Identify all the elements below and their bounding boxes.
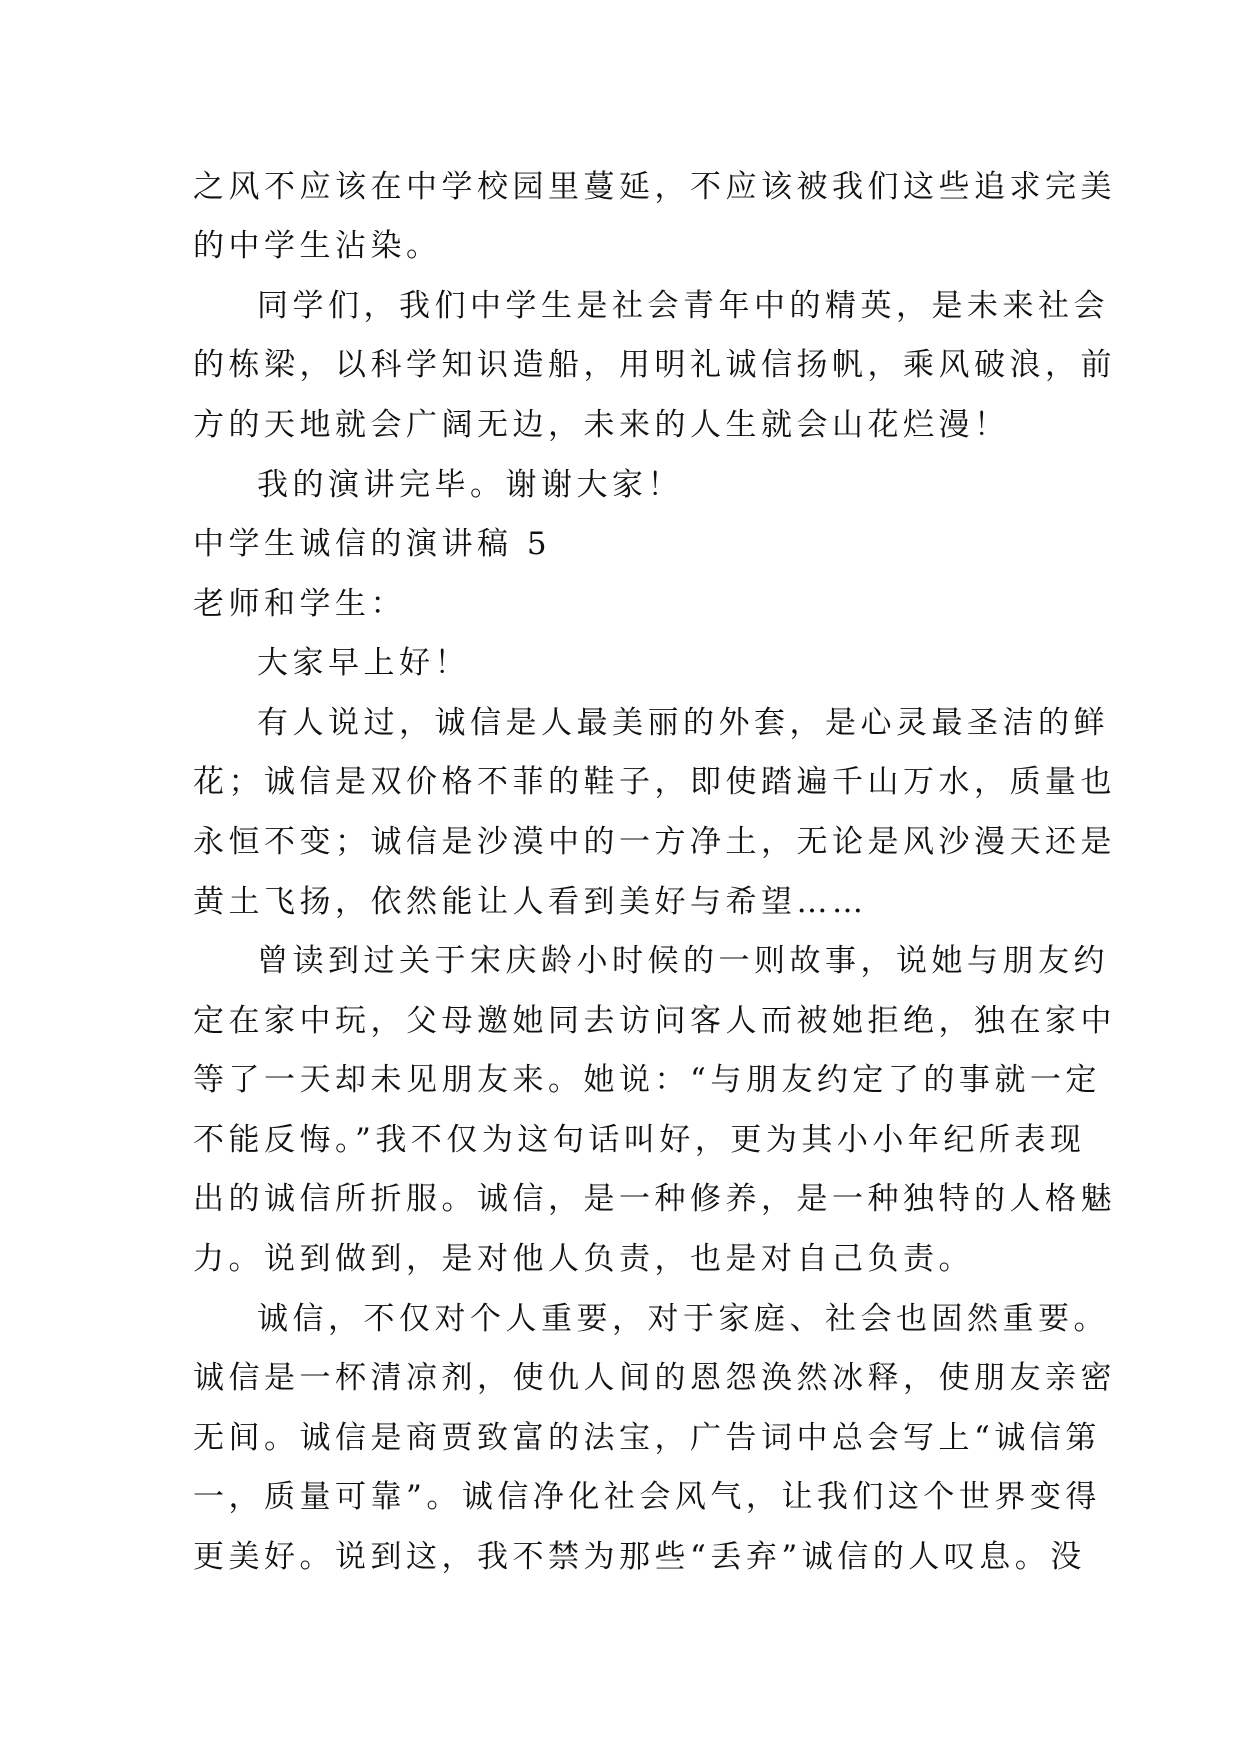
paragraph-line: 等了一天却未见朋友来。她说：“与朋友约定了的事就一定 [193,1062,1101,1098]
salutation: 老师和学生： [193,586,406,622]
paragraph-line: 之风不应该在中学校园里蔓延，不应该被我们这些追求完美 [193,169,1116,205]
paragraph-line: 黄土飞扬，依然能让人看到美好与希望…… [193,884,868,920]
paragraph-line: 曾读到过关于宋庆龄小时候的一则故事，说她与朋友约 [257,943,1109,979]
paragraph-line: 花；诚信是双价格不菲的鞋子，即使踏遍千山万水，质量也 [193,764,1116,800]
paragraph-line: 定在家中玩，父母邀她同去访问客人而被她拒绝，独在家中 [193,1003,1116,1039]
paragraph-line: 同学们，我们中学生是社会青年中的精英，是未来社会 [257,288,1109,324]
paragraph-line: 出的诚信所折服。诚信，是一种修养，是一种独特的人格魅 [193,1181,1116,1217]
paragraph-line: 力。说到做到，是对他人负责，也是对自己负责。 [193,1241,974,1277]
paragraph-line: 的中学生沾染。 [193,228,442,264]
paragraph-line: 诚信，不仅对个人重要，对于家庭、社会也固然重要。 [257,1301,1109,1337]
paragraph-line: 方的天地就会广阔无边，未来的人生就会山花烂漫！ [193,407,1010,443]
paragraph-line: 的栋梁，以科学知识造船，用明礼诚信扬帆，乘风破浪，前 [193,347,1116,383]
paragraph-line: 更美好。说到这，我不禁为那些“丢弃”诚信的人叹息。没 [193,1539,1086,1575]
paragraph-line: 永恒不变；诚信是沙漠中的一方净土，无论是风沙漫天还是 [193,824,1116,860]
paragraph-line: 我的演讲完毕。谢谢大家！ [257,467,683,503]
paragraph-line: 有人说过，诚信是人最美丽的外套，是心灵最圣洁的鲜 [257,705,1109,741]
paragraph-line: 一，质量可靠”。诚信净化社会风气，让我们这个世界变得 [193,1479,1101,1515]
greeting: 大家早上好！ [257,645,470,681]
paragraph-line: 不能反悔。”我不仅为这句话叫好，更为其小小年纪所表现 [193,1122,1086,1158]
paragraph-line: 诚信是一杯清凉剂，使仇人间的恩怨涣然冰释，使朋友亲密 [193,1360,1116,1396]
section-heading: 中学生诚信的演讲稿 5 [193,526,552,562]
paragraph-line: 无间。诚信是商贾致富的法宝，广告词中总会写上“诚信第 [193,1420,1101,1456]
